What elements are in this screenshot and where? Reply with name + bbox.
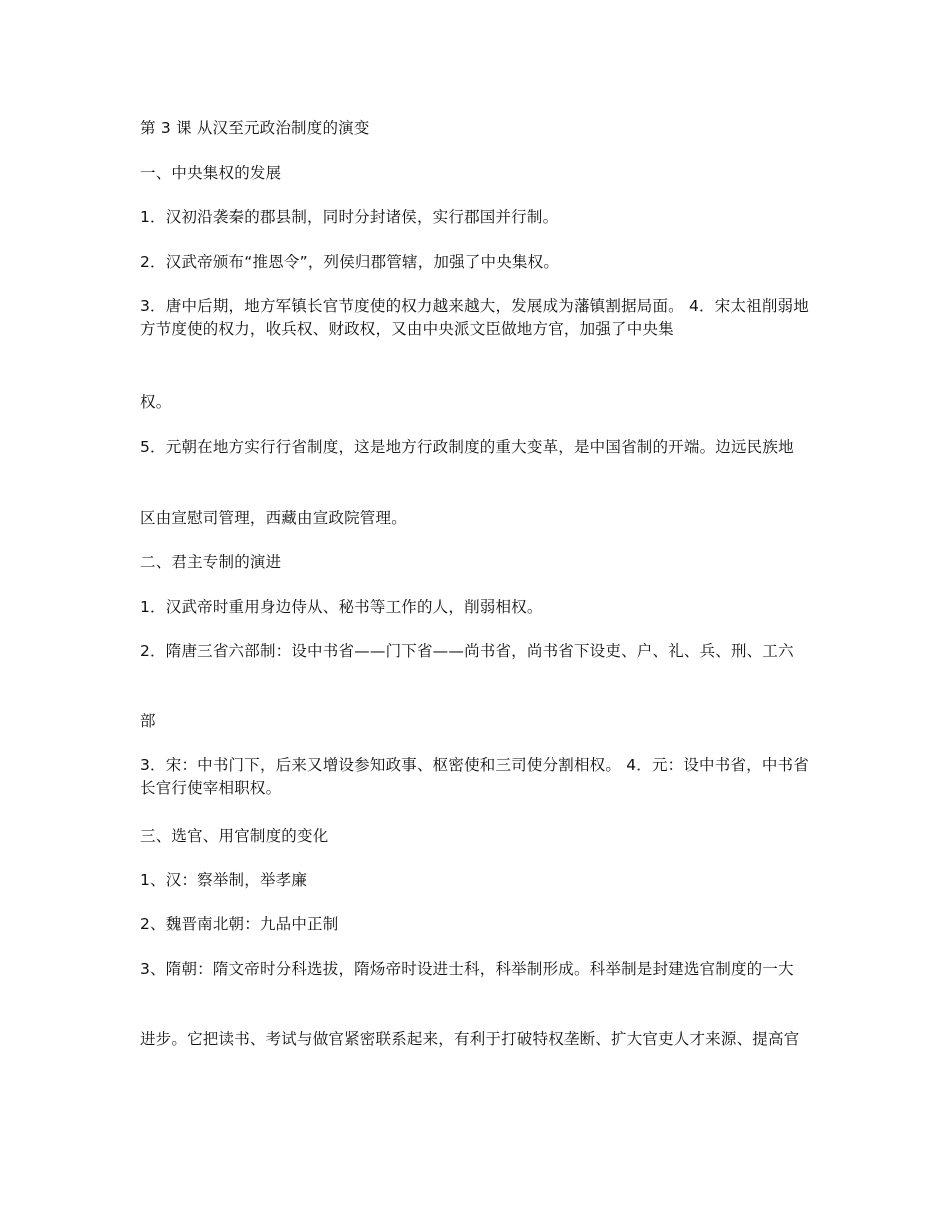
paragraph-1-2: 2．汉武帝颁布“推恩令”，列侯归郡管辖，加强了中央集权。 [140, 253, 560, 271]
section-heading-1: 一、中央集权的发展 [140, 164, 282, 182]
paragraph-2-1: 1．汉武帝时重用身边侍从、秘书等工作的人，削弱相权。 [140, 598, 543, 616]
paragraph-3-3-cont: 进步。它把读书、考试与做官紧密联系起来，有利于打破特权垄断、扩大官吏人才来源、提高官 [140, 1030, 800, 1048]
section-heading-3: 三、选官、用官制度的变化 [140, 827, 329, 845]
paragraph-1-3: 3．唐中后期，地方军镇长官节度使的权力越来越大，发展成为藩镇割据局面。 4．宋太祖削弱地方节度使的权力，收兵权、财政权，又由中央派文臣做地方官，加强了中央集 [140, 297, 809, 338]
paragraph-3-1: 1、汉：察举制，举孝廉 [140, 871, 308, 889]
section-heading-2: 二、君主专制的演进 [140, 553, 282, 571]
paragraph-2-2: 2．隋唐三省六部制：设中书省——门下省——尚书省，尚书省下设吏、户、礼、兵、刑、工六 [140, 642, 794, 660]
paragraph-2-3: 3．宋：中书门下，后来又增设参知政事、枢密使和三司使分割相权。 4．元：设中书省，中书省长官行使宰相职权。 [140, 756, 809, 797]
paragraph-1-5: 5．元朝在地方实行行省制度，这是地方行政制度的重大变革，是中国省制的开端。边远民族地 [140, 438, 794, 456]
paragraph-1-5-cont: 区由宣慰司管理，西藏由宣政院管理。 [140, 509, 407, 527]
paragraph-2-2-cont: 部 [140, 712, 156, 730]
paragraph-1-3-cont: 权。 [140, 393, 172, 411]
paragraph-3-3: 3、隋朝：隋文帝时分科选拔，隋炀帝时设进士科，科举制形成。科举制是封建选官制度的一大 [140, 960, 794, 978]
lesson-title: 第 3 课 从汉至元政治制度的演变 [140, 119, 370, 137]
paragraph-3-2: 2、魏晋南北朝：九品中正制 [140, 915, 339, 933]
paragraph-1-1: 1．汉初沿袭秦的郡县制，同时分封诸侯，实行郡国并行制。 [140, 208, 559, 226]
